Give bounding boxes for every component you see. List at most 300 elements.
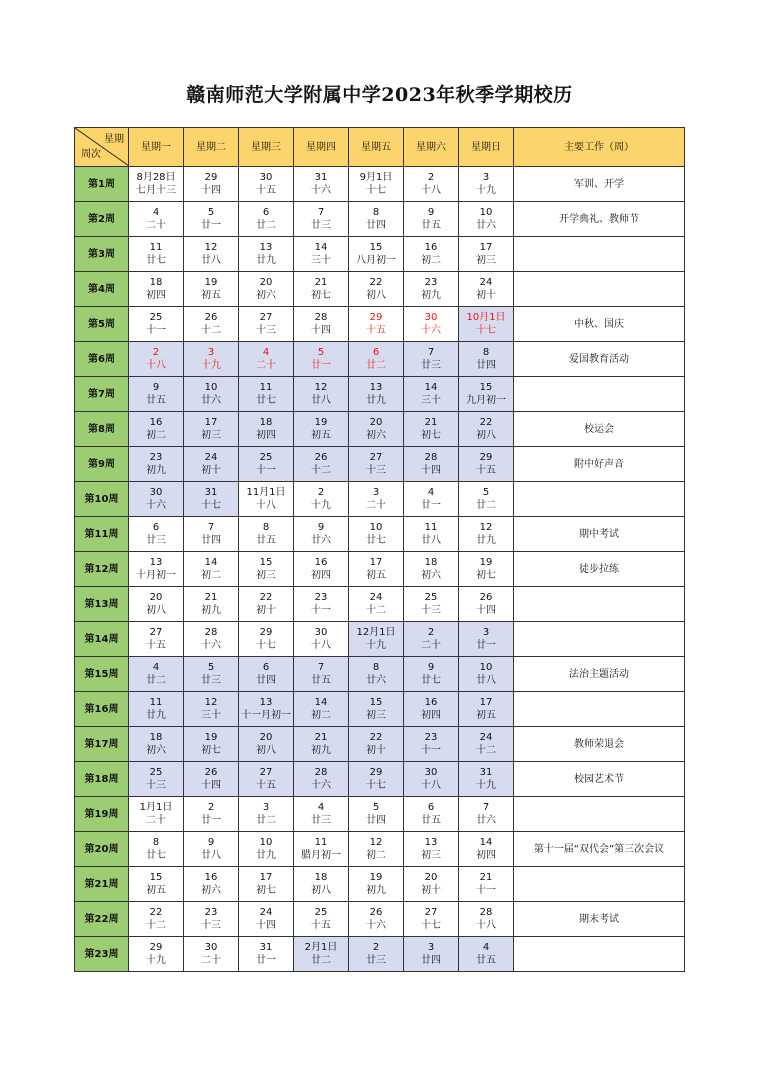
day-cell [294,377,349,412]
solar-date: 14 [314,697,328,708]
lunar-date: 廿四 [256,675,276,686]
lunar-date: 十一 [256,465,276,476]
week-label: 第8周 [75,412,129,447]
day-cell [349,307,404,342]
lunar-date: 二十 [146,220,166,231]
week-label: 第6周 [75,342,129,377]
lunar-date: 十八 [476,920,496,931]
lunar-date: 初八 [476,430,496,441]
day-cell [459,412,514,447]
corner-label-week: 周次 [81,149,101,160]
day-cell [459,342,514,377]
week-row [75,307,685,342]
day-cell [404,342,459,377]
lunar-date: 廿七 [256,395,276,406]
day-cell [459,552,514,587]
day-cell [349,412,404,447]
lunar-date: 初六 [421,570,441,581]
lunar-date: 初二 [421,255,441,266]
solar-date: 31 [479,767,493,778]
lunar-date: 廿一 [256,955,276,966]
main-work-cell [514,937,685,972]
lunar-date: 廿六 [311,535,331,546]
lunar-date: 廿七 [146,850,166,861]
day-cell [349,377,404,412]
day-cell [349,622,404,657]
solar-date: 7 [317,207,325,218]
day-cell [459,307,514,342]
lunar-date: 三十 [421,395,441,406]
solar-date: 20 [424,872,438,883]
week-label: 第4周 [75,272,129,307]
lunar-date: 十二 [366,605,386,616]
lunar-date: 初五 [146,885,166,896]
week-row [75,412,685,447]
week-label: 第13周 [75,587,129,622]
solar-date: 3 [482,627,490,638]
day-cell [129,762,184,797]
solar-date: 20 [369,417,383,428]
lunar-date: 廿九 [256,850,276,861]
solar-date: 15 [259,557,273,568]
day-cell [129,937,184,972]
day-cell [294,552,349,587]
solar-date: 23 [424,277,438,288]
lunar-date: 十七 [476,325,496,336]
solar-date: 5 [207,207,215,218]
lunar-date: 初二 [366,850,386,861]
solar-date: 6 [372,347,380,358]
day-cell [239,447,294,482]
lunar-date: 廿九 [146,710,166,721]
day-cell [404,237,459,272]
week-row [75,692,685,727]
lunar-date: 十九 [201,360,221,371]
day-cell [294,832,349,867]
day-cell [184,342,239,377]
solar-date: 18 [149,277,163,288]
lunar-date: 腊月初一 [301,850,341,861]
lunar-date: 廿二 [366,360,386,371]
lunar-date: 初八 [311,885,331,896]
day-cell [404,447,459,482]
header-day-wed: 星期三 [239,128,294,167]
week-row [75,272,685,307]
lunar-date: 十四 [201,780,221,791]
lunar-date: 廿八 [476,675,496,686]
week-row [75,237,685,272]
week-row [75,517,685,552]
week-row [75,867,685,902]
lunar-date: 十七 [256,640,276,651]
day-cell [459,202,514,237]
solar-date: 4 [152,662,160,673]
day-cell [129,377,184,412]
solar-date: 9 [427,207,435,218]
lunar-date: 初九 [146,465,166,476]
day-cell [184,447,239,482]
solar-date: 25 [149,312,163,323]
lunar-date: 十六 [366,920,386,931]
week-row [75,202,685,237]
day-cell [129,237,184,272]
lunar-date: 二十 [421,640,441,651]
day-cell [239,272,294,307]
main-work-cell [514,797,685,832]
week-label: 第19周 [75,797,129,832]
day-cell [129,727,184,762]
lunar-date: 十五 [256,780,276,791]
week-row [75,902,685,937]
solar-date: 4 [262,347,270,358]
day-cell [404,657,459,692]
lunar-date: 十九 [366,640,386,651]
day-cell [239,692,294,727]
lunar-date: 十八 [421,780,441,791]
week-label: 第11周 [75,517,129,552]
solar-date: 3 [372,487,380,498]
day-cell [459,167,514,202]
solar-date: 18 [149,732,163,743]
day-cell [184,762,239,797]
lunar-date: 十三 [146,780,166,791]
solar-date: 5 [207,662,215,673]
lunar-date: 廿二 [256,815,276,826]
solar-date: 26 [479,592,493,603]
solar-date: 11 [149,697,163,708]
day-cell [184,832,239,867]
solar-date: 6 [427,802,435,813]
day-cell [349,342,404,377]
lunar-date: 初七 [421,430,441,441]
lunar-date: 二十 [366,500,386,511]
week-row [75,937,685,972]
day-cell [294,727,349,762]
lunar-date: 十九 [476,780,496,791]
lunar-date: 十六 [421,325,441,336]
solar-date: 22 [479,417,493,428]
day-cell [459,867,514,902]
day-cell [239,937,294,972]
day-cell [404,832,459,867]
day-cell [349,447,404,482]
day-cell [294,517,349,552]
day-cell [239,202,294,237]
solar-date: 9 [317,522,325,533]
lunar-date: 十三 [366,465,386,476]
main-work-cell: 第十一届“双代会”第三次会议 [514,832,685,867]
day-cell [129,657,184,692]
lunar-date: 初四 [421,710,441,721]
solar-date: 25 [424,592,438,603]
lunar-date: 廿六 [476,220,496,231]
lunar-date: 十八 [146,360,166,371]
lunar-date: 初四 [146,290,166,301]
solar-date: 13 [149,557,163,568]
solar-date: 24 [479,277,493,288]
main-work-cell: 附中好声音 [514,447,685,482]
day-cell [294,867,349,902]
day-cell [129,797,184,832]
lunar-date: 初八 [146,605,166,616]
lunar-date: 十六 [311,185,331,196]
solar-date: 10 [479,207,493,218]
day-cell [184,867,239,902]
lunar-date: 十四 [201,185,221,196]
day-cell [184,657,239,692]
day-cell [129,622,184,657]
lunar-date: 初八 [366,290,386,301]
solar-date: 18 [314,872,328,883]
day-cell [184,517,239,552]
day-cell [349,727,404,762]
main-work-cell [514,272,685,307]
day-cell [459,272,514,307]
solar-date: 22 [369,732,383,743]
lunar-date: 十六 [201,640,221,651]
day-cell [404,937,459,972]
header-row [75,128,685,167]
day-cell [459,377,514,412]
day-cell [129,692,184,727]
solar-date: 22 [369,277,383,288]
solar-date: 17 [479,242,493,253]
week-row [75,342,685,377]
lunar-date: 十二 [201,325,221,336]
solar-date: 25 [259,452,273,463]
week-label: 第7周 [75,377,129,412]
day-cell [404,412,459,447]
week-row [75,657,685,692]
day-cell [129,412,184,447]
solar-date: 8 [152,837,160,848]
lunar-date: 十五 [146,640,166,651]
solar-date: 3 [207,347,215,358]
solar-date: 2月1日 [304,942,338,953]
day-cell [184,307,239,342]
day-cell [294,482,349,517]
solar-date: 14 [204,557,218,568]
main-work-cell: 爱国教育活动 [514,342,685,377]
lunar-date: 初四 [256,430,276,441]
day-cell [129,272,184,307]
lunar-date: 十七 [201,500,221,511]
solar-date: 13 [369,382,383,393]
week-label: 第9周 [75,447,129,482]
solar-date: 26 [204,312,218,323]
solar-date: 27 [424,907,438,918]
lunar-date: 廿二 [476,500,496,511]
solar-date: 27 [149,627,163,638]
lunar-date: 廿四 [201,535,221,546]
lunar-date: 十五 [256,185,276,196]
solar-date: 10 [369,522,383,533]
lunar-date: 初十 [421,885,441,896]
lunar-date: 十四 [421,465,441,476]
week-row [75,447,685,482]
solar-date: 2 [427,172,435,183]
solar-date: 24 [204,452,218,463]
week-row [75,167,685,202]
week-row [75,377,685,412]
day-cell [404,202,459,237]
day-cell [404,902,459,937]
solar-date: 12 [204,242,218,253]
week-label: 第3周 [75,237,129,272]
day-cell [294,762,349,797]
lunar-date: 初七 [201,745,221,756]
lunar-date: 十一 [476,885,496,896]
solar-date: 16 [149,417,163,428]
day-cell [239,657,294,692]
day-cell [184,482,239,517]
lunar-date: 初三 [256,570,276,581]
solar-date: 11 [149,242,163,253]
day-cell [404,762,459,797]
solar-date: 16 [314,557,328,568]
lunar-date: 初五 [201,290,221,301]
solar-date: 29 [204,172,218,183]
lunar-date: 廿三 [421,360,441,371]
lunar-date: 廿五 [476,955,496,966]
lunar-date: 二十 [256,360,276,371]
lunar-date: 十七 [366,185,386,196]
day-cell [294,657,349,692]
lunar-date: 二十 [146,815,166,826]
solar-date: 12 [314,382,328,393]
lunar-date: 十九 [146,955,166,966]
solar-date: 28 [314,312,328,323]
day-cell [294,937,349,972]
main-work-cell: 校运会 [514,412,685,447]
day-cell [349,517,404,552]
lunar-date: 十八 [421,185,441,196]
solar-date: 7 [482,802,490,813]
lunar-date: 初四 [311,570,331,581]
solar-date: 16 [424,697,438,708]
day-cell [184,552,239,587]
day-cell [404,272,459,307]
week-row [75,482,685,517]
day-cell [129,202,184,237]
lunar-date: 十二 [311,465,331,476]
main-work-cell: 开学典礼、教师节 [514,202,685,237]
header-day-thu: 星期四 [294,128,349,167]
day-cell [459,692,514,727]
day-cell [129,867,184,902]
solar-date: 22 [149,907,163,918]
lunar-date: 十七 [366,780,386,791]
day-cell [349,167,404,202]
lunar-date: 初十 [366,745,386,756]
day-cell [294,412,349,447]
day-cell [349,552,404,587]
day-cell [129,307,184,342]
day-cell [459,447,514,482]
week-row [75,832,685,867]
solar-date: 2 [152,347,160,358]
calendar-body [75,167,685,972]
solar-date: 20 [149,592,163,603]
day-cell [294,587,349,622]
solar-date: 12 [204,697,218,708]
lunar-date: 廿六 [201,395,221,406]
solar-date: 6 [152,522,160,533]
lunar-date: 初五 [366,570,386,581]
day-cell [404,797,459,832]
solar-date: 27 [259,312,273,323]
week-label: 第2周 [75,202,129,237]
lunar-date: 廿九 [256,255,276,266]
solar-date: 14 [424,382,438,393]
day-cell [294,307,349,342]
day-cell [184,377,239,412]
solar-date: 27 [259,767,273,778]
lunar-date: 十九 [311,500,331,511]
solar-date: 24 [259,907,273,918]
solar-date: 2 [207,802,215,813]
solar-date: 28 [424,452,438,463]
week-label: 第14周 [75,622,129,657]
day-cell [239,342,294,377]
solar-date: 29 [479,452,493,463]
week-label: 第18周 [75,762,129,797]
solar-date: 20 [259,732,273,743]
solar-date: 8月28日 [136,172,176,183]
day-cell [184,692,239,727]
lunar-date: 廿五 [421,815,441,826]
day-cell [129,902,184,937]
solar-date: 7 [207,522,215,533]
day-cell [129,447,184,482]
solar-date: 6 [262,207,270,218]
lunar-date: 廿三 [366,955,386,966]
day-cell [129,482,184,517]
solar-date: 23 [314,592,328,603]
day-cell [404,167,459,202]
lunar-date: 廿四 [366,220,386,231]
lunar-date: 廿二 [256,220,276,231]
lunar-date: 廿七 [366,535,386,546]
day-cell [129,167,184,202]
main-work-cell [514,237,685,272]
solar-date: 11 [424,522,438,533]
solar-date: 19 [479,557,493,568]
solar-date: 15 [369,242,383,253]
solar-date: 11月1日 [246,487,286,498]
day-cell [239,622,294,657]
solar-date: 5 [372,802,380,813]
week-row [75,797,685,832]
solar-date: 29 [259,627,273,638]
solar-date: 14 [314,242,328,253]
solar-date: 26 [314,452,328,463]
lunar-date: 初九 [421,290,441,301]
day-cell [349,657,404,692]
solar-date: 15 [369,697,383,708]
lunar-date: 十八 [311,640,331,651]
week-label: 第15周 [75,657,129,692]
solar-date: 9 [152,382,160,393]
solar-date: 1月1日 [139,802,173,813]
lunar-date: 廿九 [476,535,496,546]
main-work-cell [514,622,685,657]
lunar-date: 廿八 [201,255,221,266]
lunar-date: 廿三 [311,815,331,826]
day-cell [184,727,239,762]
day-cell [404,867,459,902]
solar-date: 17 [479,697,493,708]
